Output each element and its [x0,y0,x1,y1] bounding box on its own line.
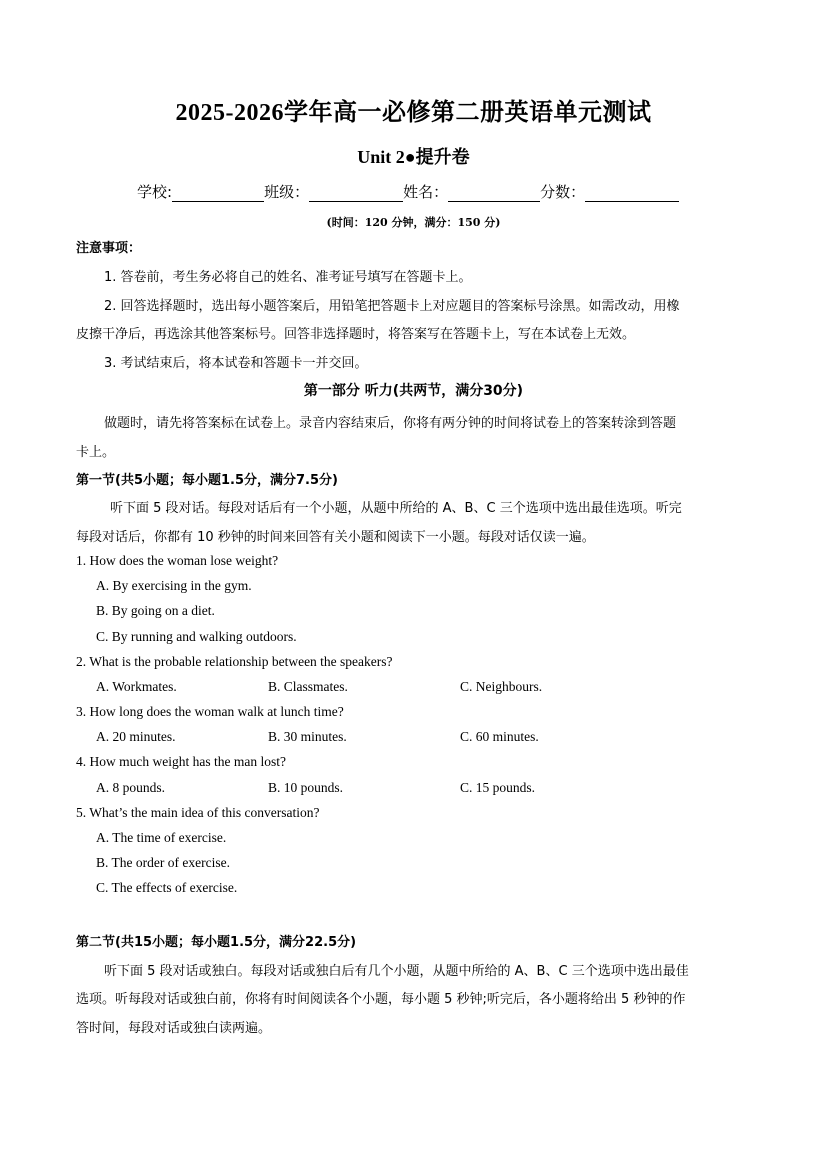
question-2: 2. What is the probable relationship between the speakers? [76,654,393,669]
q5-option-a[interactable]: A. The time of exercise. [96,830,227,845]
score-blank[interactable] [585,187,679,202]
class-label: 班级： [264,183,310,201]
section1-heading: 第一节(共5小题；每小题1.5分，满分7.5分) [76,473,338,488]
question-3: 3. How long does the woman walk at lunch time? [76,704,344,719]
question-4: 4. How much weight has the man lost? [76,754,286,769]
exam-subtitle: Unit 2●提升卷 [357,147,470,167]
notice-heading: 注意事项： [76,241,142,256]
student-info-row [137,181,679,202]
section2-heading: 第二节(共15小题；每小题1.5分，满分22.5分) [76,935,357,950]
q1-option-a[interactable]: A. By exercising in the gym. [96,578,252,593]
question-1: 1. How does the woman lose weight? [76,553,279,568]
q3-option-c[interactable]: C. 60 minutes. [460,729,539,744]
part1-heading: 第一部分 听力(共两节，满分30分) [303,383,524,399]
q1-option-c[interactable]: C. By running and walking outdoors. [96,629,297,644]
q4-option-b[interactable]: B. 10 pounds. [268,780,344,795]
section2-intro-1: 听下面 5 段对话或独白。每段对话或独白后有几个小题，从题中所给的 A、B、C 三个选项中选出最佳 [104,964,689,979]
q1-option-b[interactable]: B. By going on a diet. [96,603,215,618]
q2-option-c[interactable]: C. Neighbours. [460,679,543,694]
q5-option-c[interactable]: C. The effects of exercise. [96,880,238,895]
notice-item-2: 2. 回答选择题时，选出每小题答案后，用铅笔把答题卡上对应题目的答案标号涂黑。如需改动，用橡 [104,299,680,314]
q2-option-b[interactable]: B. Classmates. [268,679,348,694]
school-blank[interactable] [172,187,264,202]
class-blank[interactable] [309,187,403,202]
q3-option-a[interactable]: A. 20 minutes. [96,729,176,744]
section2-intro-2: 选项。听每段对话或独白前，你将有时间阅读各个小题，每小题 5 秒钟;听完后，各小题将给出 5 秒钟的作 [76,992,686,1007]
part1-intro-2: 卡上。 [76,445,116,460]
time-note: (时间：120 分钟，满分：150 分) [326,216,501,229]
q4-option-c[interactable]: C. 15 pounds. [460,780,536,795]
name-label: 姓名： [403,183,449,201]
q5-option-b[interactable]: B. The order of exercise. [96,855,230,870]
part1-intro-1: 做题时，请先将答案标在试卷上。录音内容结束后，你将有两分钟的时间将试卷上的答案转涂到答题 [104,416,677,431]
score-label: 分数： [540,183,586,201]
section2-intro-3: 答时间，每段对话或独白读两遍。 [76,1021,272,1036]
q4-option-a[interactable]: A. 8 pounds. [96,780,166,795]
q3-option-b[interactable]: B. 30 minutes. [268,729,347,744]
notice-item-1: 1. 答卷前，考生务必将自己的姓名、准考证号填写在答题卡上。 [104,270,472,285]
section1-intro-2: 每段对话后，你都有 10 秒钟的时间来回答有关小题和阅读下一小题。每段对话仅读一遍。 [76,530,595,545]
q2-option-a[interactable]: A. Workmates. [96,679,177,694]
section1-intro-1: 听下面 5 段对话。每段对话后有一个小题，从题中所给的 A、B、C 三个选项中选出最佳选项。听完 [110,501,682,516]
notice-item-3: 3. 考试结束后，将本试卷和答题卡一并交回。 [104,356,368,371]
name-blank[interactable] [448,187,540,202]
school-label: 学校: [137,183,173,201]
notice-item-2-cont: 皮擦干净后，再选涂其他答案标号。回答非选择题时，将答案写在答题卡上，写在本试卷上无效。 [76,327,636,342]
question-5: 5. What’s the main idea of this conversation? [76,805,320,820]
exam-title: 2025-2026学年高一必修第二册英语单元测试 [175,100,652,126]
